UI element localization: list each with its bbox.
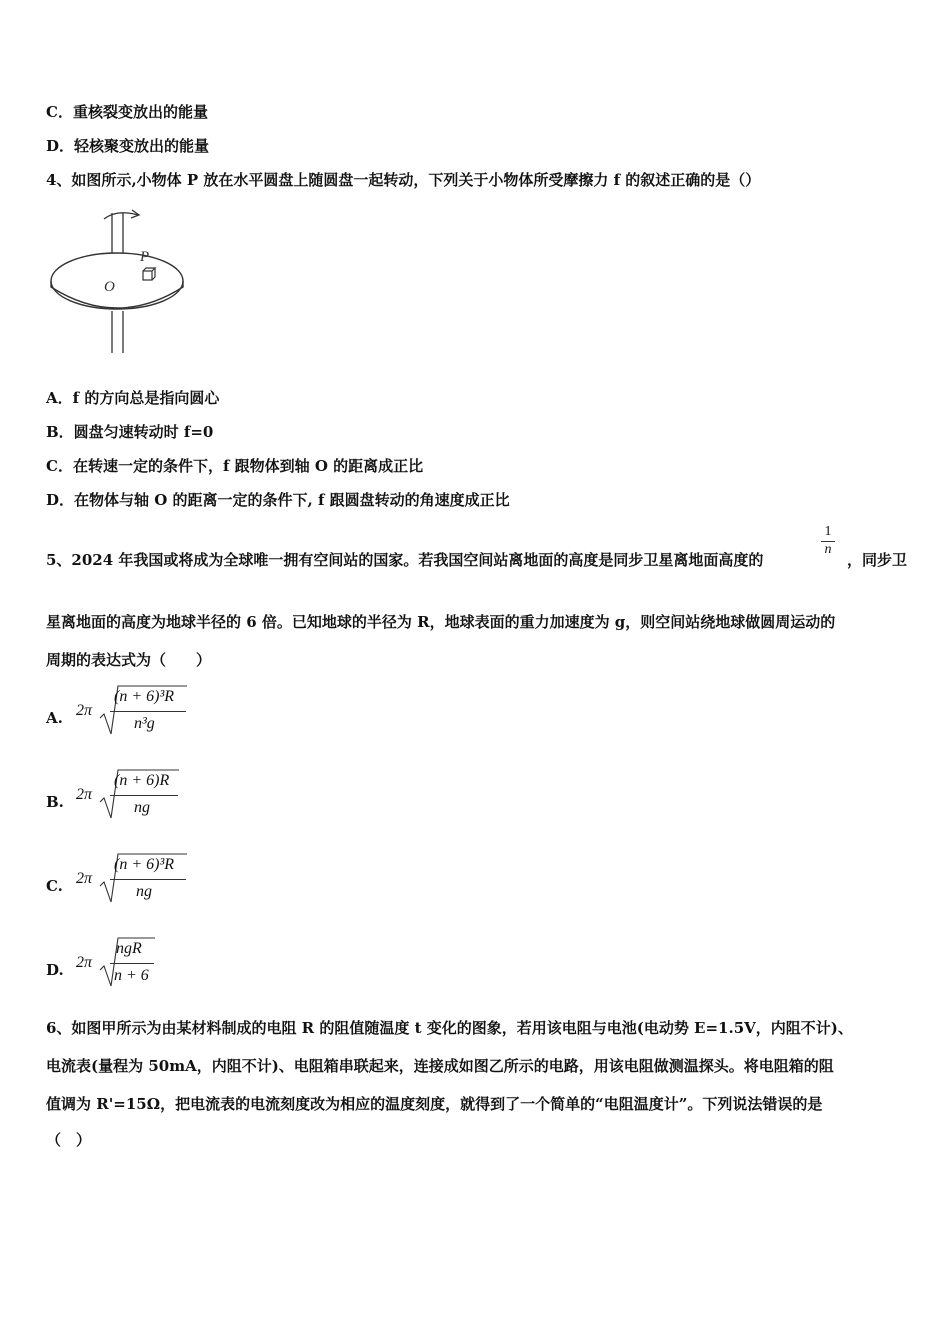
q6-line1: 6、如图甲所示为由某材料制成的电阻 R 的阻值随温度 t 变化的图象，若用该电阻与电池(电动势 E=1.5V，内阻不计)、 <box>46 1019 853 1037</box>
q4-option-c: C．在转速一定的条件下，f 跟物体到轴 O 的距离成正比 <box>46 457 424 475</box>
q5-option-d-label: D. <box>46 961 64 979</box>
q5-option-b-label: B. <box>46 793 64 811</box>
q3-option-c: C．重核裂变放出的能量 <box>46 103 208 121</box>
q5-fraction-denominator: n <box>821 541 835 558</box>
q6-line3: 值调为 R'=15Ω，把电流表的电流刻度改为相应的温度刻度，就得到了一个简单的“电阻温度计”。下列说法错误的是 <box>46 1095 823 1113</box>
q4-option-a: A．f 的方向总是指向圆心 <box>46 389 220 407</box>
label-o: O <box>104 279 115 295</box>
q5-stem-part2: ，同步卫 <box>847 551 908 569</box>
q5-option-a-formula: 2π (n + 6)³R n³g <box>76 684 196 738</box>
label-p: P <box>140 249 150 265</box>
q5-option-a-label: A. <box>46 709 63 727</box>
q3-option-d: D．轻核聚变放出的能量 <box>46 137 210 155</box>
q4-option-d: D．在物体与轴 O 的距离一定的条件下, f 跟圆盘转动的角速度成正比 <box>46 491 510 509</box>
q5-stem-line3: 周期的表达式为（ ） <box>46 651 212 669</box>
q5-option-c-label: C. <box>46 877 63 895</box>
q5-option-c-formula: 2π (n + 6)³R ng <box>76 852 196 906</box>
q5-option-d-formula: 2π ngR n + 6 <box>76 936 176 990</box>
q6-line2: 电流表(量程为 50mA，内阻不计)、电阻箱串联起来，连接成如图乙所示的电路，用该电阻做测温探头。将电阻箱的阻 <box>46 1057 834 1075</box>
q5-stem-line2: 星离地面的高度为地球半径的 6 倍。已知地球的半径为 R，地球表面的重力加速度为 g，则空间站绕地球做圆周运动的 <box>46 613 836 631</box>
q5-fraction-numerator: 1 <box>824 524 832 539</box>
q5-option-b-formula: 2π (n + 6)R ng <box>76 768 186 822</box>
q6-line4: （ ） <box>46 1131 92 1149</box>
q5-fraction <box>821 524 835 558</box>
q5-stem-part1: 5、2024 年我国或将成为全球唯一拥有空间站的国家。若我国空间站离地面的高度是同步卫星离地面高度的 <box>46 551 764 569</box>
rotating-disk-figure <box>46 205 196 357</box>
q4-stem: 4、如图所示,小物体 P 放在水平圆盘上随圆盘一起转动，下列关于小物体所受摩擦力 f 的叙述正确的是（） <box>46 171 761 189</box>
q4-option-b: B．圆盘匀速转动时 f=0 <box>46 423 214 441</box>
